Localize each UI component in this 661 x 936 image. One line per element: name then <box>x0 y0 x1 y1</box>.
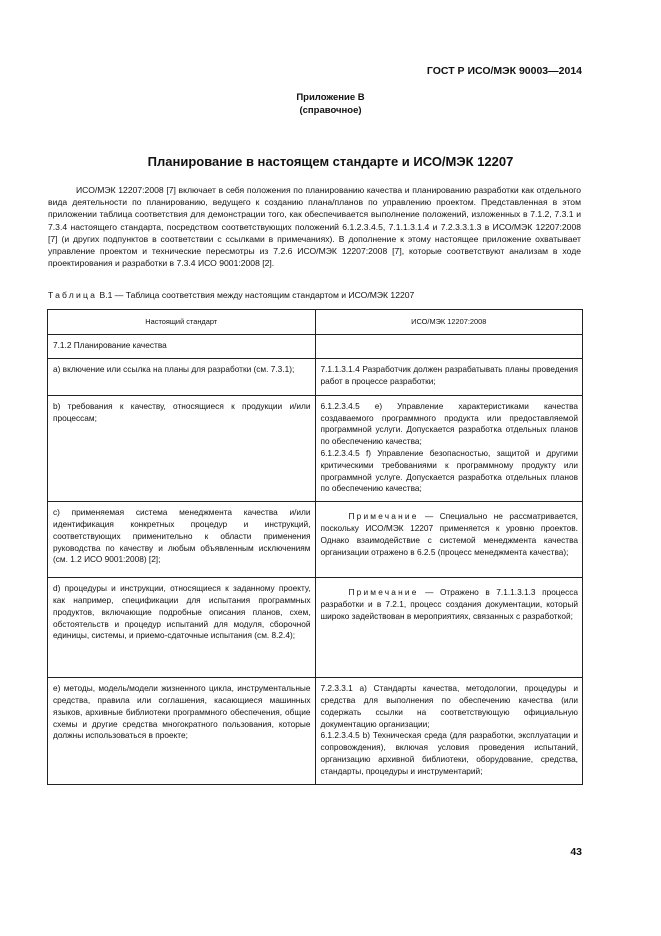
note <box>321 511 579 558</box>
section-cell: 7.1.2 Планирование качества <box>48 334 316 358</box>
correspondence-table <box>47 309 583 785</box>
appendix-heading <box>0 92 661 117</box>
table-row <box>48 678 583 784</box>
table-cell <box>315 358 583 395</box>
empty-cell <box>315 334 583 358</box>
table-caption-label: Таблица <box>48 290 98 300</box>
table-cell <box>315 578 583 678</box>
table-caption <box>48 290 414 300</box>
table-cell <box>315 678 583 784</box>
table-row <box>48 502 583 578</box>
note-label: Примечание <box>348 587 419 598</box>
page-title: Планирование в настоящем стандарте и ИСО/МЭК 12207 <box>147 154 514 169</box>
cell-paragraph: 6.1.2.3.4.5 e) Управление характеристиками качества создаваемого программного продукта или предоставляемой программной услуги. Допускается разработка отдельных планов по обеспечению качества; <box>320 400 578 447</box>
appendix-type: (справочное) <box>299 104 362 116</box>
table-cell <box>315 502 583 578</box>
note-label: Примечание <box>348 511 419 522</box>
cell-paragraph: 7.2.3.3.1 a) Стандарты качества, методологии, процедуры и средства для выполнения по обеспечению качества (или содержать ссылки на соответствующую официальную документацию организации; <box>320 683 578 729</box>
table-cell: d) процедуры и инструкции, относящиеся к заданному проекту, как например, спецификации для испытания программных продуктов, включающие подробные описания планов, схем, обстоятельств и процедур испытаний для модуля, сборочной единицы, системы, и приемо-сдаточные испытания (см. 8.2.4); <box>48 578 316 678</box>
standard-header: ГОСТ Р ИСО/МЭК 90003—2014 <box>426 65 582 77</box>
page-number: 43 <box>570 846 582 858</box>
note-text: — Специально не рассматривается, поскольку ИСО/МЭК 12207 применяется к уровню проектов. Однако взаимодействие с системой менеджмента качества организации отражено в 6.2.5 (процесс менеджмента качества); <box>320 511 578 557</box>
table-header-row <box>48 310 583 335</box>
table-cell: a) включение или ссылка на планы для разработки (см. 7.3.1); <box>48 358 316 395</box>
table-row <box>48 334 583 358</box>
column-header: ИСО/МЭК 12207:2008 <box>315 310 583 335</box>
table-cell <box>315 395 583 501</box>
table-cell: e) методы, модель/модели жизненного цикла, инструментальные средства, правила или соглашения, касающиеся машинных языков, архивные библиотеки программного обеспечения, общие схемы и другие средства многократного пользования, которые должны использоваться в проекте; <box>48 678 316 784</box>
table-caption-text: В.1 — Таблица соответствия между настоящим стандартом и ИСО/МЭК 12207 <box>97 290 415 300</box>
appendix-label: Приложение В <box>296 92 365 103</box>
table-row <box>48 395 583 501</box>
cell-paragraph: 7.1.1.3.1.4 Разработчик должен разрабатывать планы проведения работ в процессе разработки; <box>320 363 578 386</box>
table-row <box>48 358 583 395</box>
table-row <box>48 578 583 678</box>
table-cell: b) требования к качеству, относящиеся к продукции и/или процессам; <box>48 395 316 501</box>
table-cell: c) применяемая система менеджмента качества и/или идентификация конкретных процедур и инструкций, соответствующих применительно к области применения руководства по качеству и любым объявленным исключениям (см. 1.2 ИСО 9001:2008) [2]; <box>48 502 316 578</box>
cell-paragraph: 6.1.2.3.4.5 b) Техническая среда (для разработки, эксплуатации и сопровождения), включая условия проведения испытаний, организацию архивной библиотеки, оборудование, средства, стандарты, процедуры и инструментарий; <box>320 730 578 776</box>
note <box>321 587 579 622</box>
column-header: Настоящий стандарт <box>48 310 316 335</box>
intro-paragraph: ИСО/МЭК 12207:2008 [7] включает в себя положения по планированию качества и планированию разработки как отдельного вида деятельности по планированию, ведущего к созданию плана/планов по управлению проектом. Представленная в этом приложении таблица соответствия для демонстрации того, как обеспечивается выполнение положений, изложенных в 7.1.2, 7.3.1 и 7.3.4 настоящего стандарта, посредством соответствующих положений 6.1.2.3.4.5, 7.1.1.3.1.4 и 7.2.3.3.1.3 в ИСО/МЭК 12207:2008 [7] (и других подпунктов в соответствии с ссылками в примечаниях). В дополнение к этому настоящее приложение охватывает управление проектом и технические пересмотры из 7.2.6 ИСО/МЭК 12207:2008 [7], которые соответствуют анализам в ходе проектирования и разработки в 7.3.4 ИСО 9001:2008 [2]. <box>48 185 581 269</box>
note-text: — Отражено в 7.1.1.3.1.3 процесса разработки и в 7.2.1, процесс создания документации, который широко задействован в мероприятиях, связанных с разработкой; <box>320 587 578 621</box>
cell-paragraph: 6.1.2.3.4.5 f) Управление безопасностью, защитой и другими критическими требованиями к программному продукту или программной услуге. Допускается разработка отдельных планов по обеспечению качества; <box>320 447 578 494</box>
